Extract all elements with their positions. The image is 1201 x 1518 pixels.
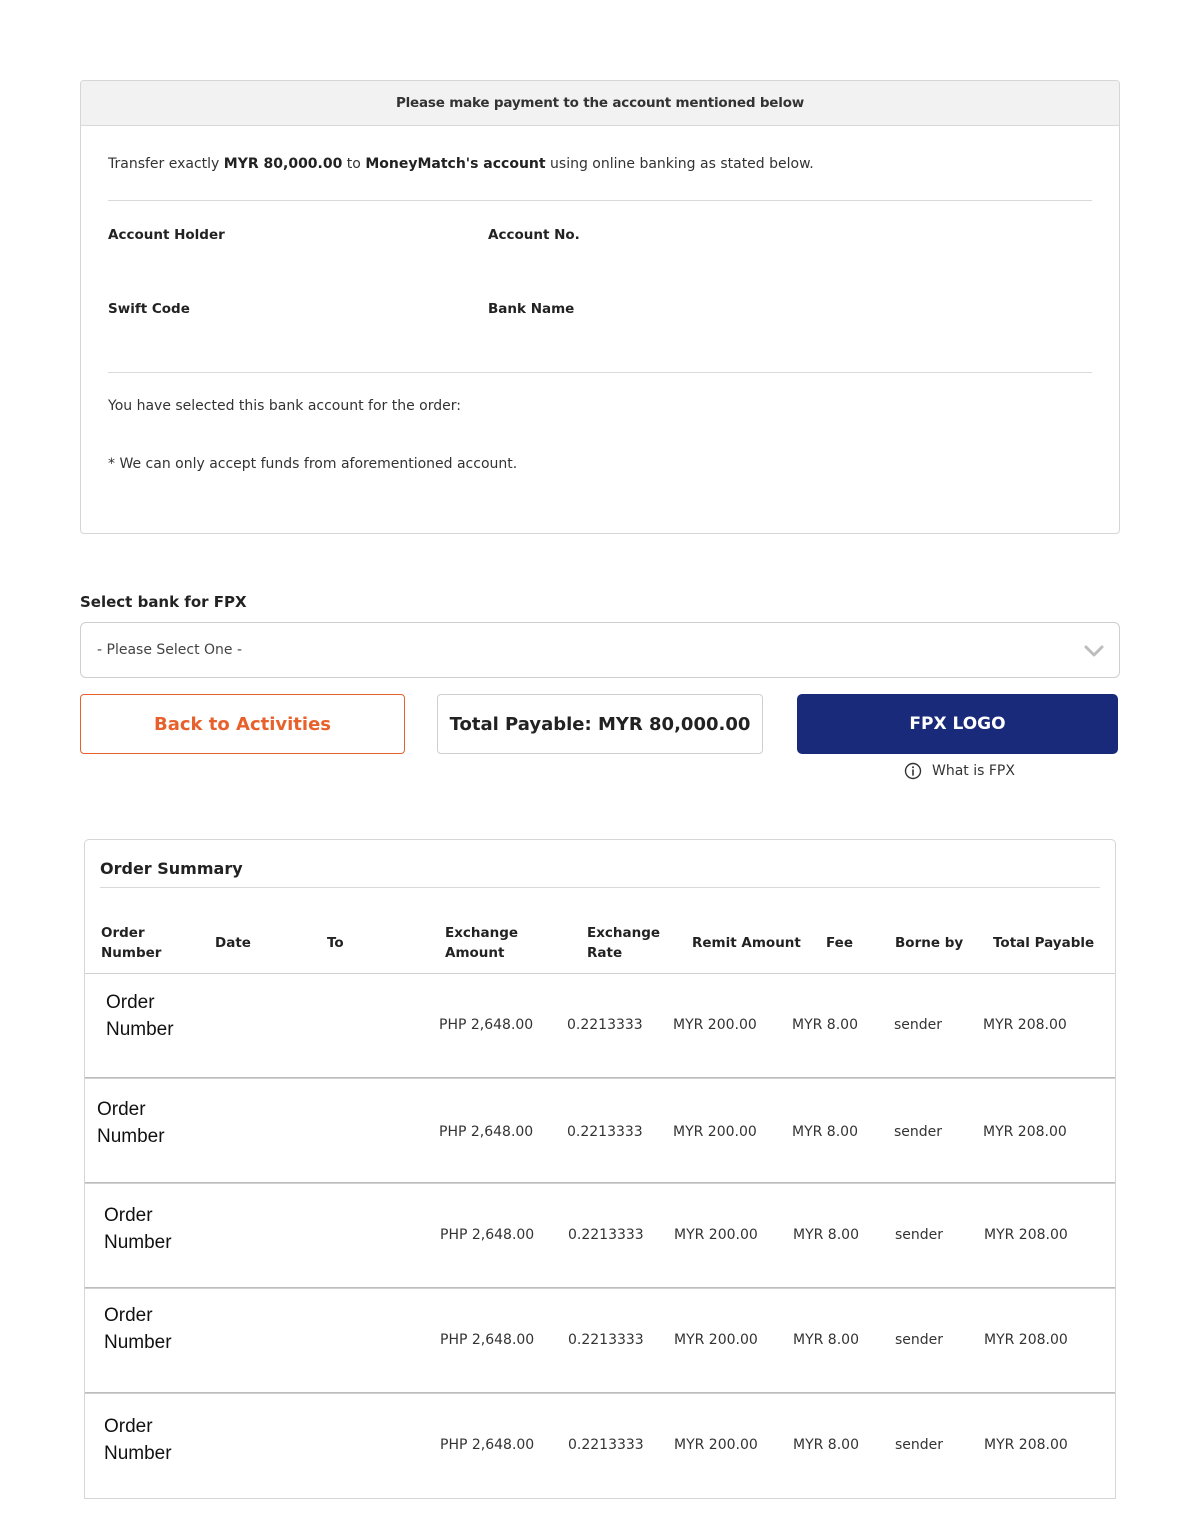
row-exchange-rate: 0.2213333 [568,1437,644,1453]
header-exchange-rate-line2: Rate [587,945,623,961]
what-is-fpx-link[interactable] [904,762,1015,780]
row-order-number [104,1413,172,1467]
table-row[interactable] [85,1288,1115,1393]
row-borne-by: sender [894,1017,943,1033]
row-exchange-amount: PHP 2,648.00 [439,1017,534,1033]
table-row[interactable] [85,1078,1115,1183]
total-payable-box: Total Payable: MYR 80,000.00 [437,694,763,754]
row-total-payable: MYR 208.00 [983,1124,1067,1140]
order-number-line2: Number [104,1332,172,1353]
divider [100,887,1100,888]
row-order-number [106,989,174,1043]
order-number-line2: Number [104,1232,172,1253]
row-exchange-rate: 0.2213333 [568,1227,644,1243]
header-total-payable: Total Payable [993,935,1095,951]
row-exchange-amount: PHP 2,648.00 [439,1124,534,1140]
selected-account-text: You have selected this bank account for the order: [108,398,461,414]
row-fee: MYR 8.00 [792,1124,858,1140]
header-fee: Fee [826,935,853,951]
divider [108,200,1092,201]
row-remit-amount: MYR 200.00 [673,1017,757,1033]
table-row[interactable] [85,973,1115,1078]
info-icon [904,762,922,780]
header-exchange-amount [445,923,518,963]
row-order-number [97,1096,165,1150]
disclaimer-text: * We can only accept funds from aforementioned account. [108,456,518,472]
row-total-payable: MYR 208.00 [984,1437,1068,1453]
order-number-line2: Number [104,1443,172,1464]
order-number-line2: Number [97,1126,165,1147]
transfer-account: MoneyMatch's account [365,156,546,172]
row-total-payable: MYR 208.00 [984,1227,1068,1243]
header-exchange-amount-line1: Exchange [445,925,519,941]
row-fee: MYR 8.00 [793,1332,859,1348]
transfer-prefix: Transfer exactly [108,156,224,172]
order-number-line1: Order [104,1205,153,1226]
fpx-select-value: - Please Select One - [97,642,243,658]
row-order-number [104,1302,172,1356]
bank-name-label: Bank Name [488,301,575,317]
header-order-number-line1: Order [101,925,145,941]
table-row[interactable] [85,1183,1115,1288]
chevron-down-icon [1083,640,1105,662]
row-exchange-rate: 0.2213333 [568,1332,644,1348]
fpx-bank-select[interactable] [80,622,1120,678]
fpx-pay-button[interactable]: FPX LOGO [797,694,1118,754]
header-order-number-line2: Number [101,945,162,961]
transfer-amount: MYR 80,000.00 [223,156,343,172]
row-borne-by: sender [895,1227,944,1243]
row-remit-amount: MYR 200.00 [674,1227,758,1243]
header-exchange-rate [587,923,660,963]
fpx-select-label: Select bank for FPX [80,593,247,611]
divider [108,372,1092,373]
header-exchange-amount-line2: Amount [445,945,505,961]
row-remit-amount: MYR 200.00 [674,1332,758,1348]
swift-code-label: Swift Code [108,301,190,317]
header-date: Date [215,935,251,951]
row-order-number [104,1202,172,1256]
row-borne-by: sender [895,1437,944,1453]
account-holder-label: Account Holder [108,227,225,243]
row-divider [85,1287,1115,1288]
account-no-label: Account No. [488,227,580,243]
payment-instructions-card [80,80,1120,534]
table-row[interactable] [85,1393,1115,1498]
what-is-fpx-label: What is FPX [932,763,1015,779]
payment-card-header: Please make payment to the account mentioned below [81,81,1119,126]
row-exchange-rate: 0.2213333 [567,1017,643,1033]
row-divider [85,1392,1115,1393]
row-fee: MYR 8.00 [792,1017,858,1033]
header-remit-amount: Remit Amount [692,935,801,951]
order-number-line1: Order [104,1416,153,1437]
row-borne-by: sender [894,1124,943,1140]
back-to-activities-button[interactable]: Back to Activities [80,694,405,754]
order-summary-title: Order Summary [100,859,243,878]
order-number-line1: Order [97,1099,146,1120]
row-exchange-amount: PHP 2,648.00 [440,1437,535,1453]
order-summary-card [84,839,1116,1499]
row-borne-by: sender [895,1332,944,1348]
header-borne-by: Borne by [895,935,964,951]
row-exchange-amount: PHP 2,648.00 [440,1227,535,1243]
row-fee: MYR 8.00 [793,1227,859,1243]
header-exchange-rate-line1: Exchange [587,925,661,941]
row-remit-amount: MYR 200.00 [673,1124,757,1140]
row-divider [85,1182,1115,1183]
transfer-instruction [108,156,814,172]
row-exchange-amount: PHP 2,648.00 [440,1332,535,1348]
row-divider [85,1077,1115,1078]
row-total-payable: MYR 208.00 [983,1017,1067,1033]
row-exchange-rate: 0.2213333 [567,1124,643,1140]
order-number-line1: Order [106,992,155,1013]
header-order-number [101,923,161,963]
transfer-mid: to [342,156,366,172]
order-number-line1: Order [104,1305,153,1326]
row-total-payable: MYR 208.00 [984,1332,1068,1348]
header-to: To [327,935,344,951]
row-remit-amount: MYR 200.00 [674,1437,758,1453]
order-number-line2: Number [106,1019,174,1040]
transfer-suffix: using online banking as stated below. [545,156,814,172]
row-fee: MYR 8.00 [793,1437,859,1453]
